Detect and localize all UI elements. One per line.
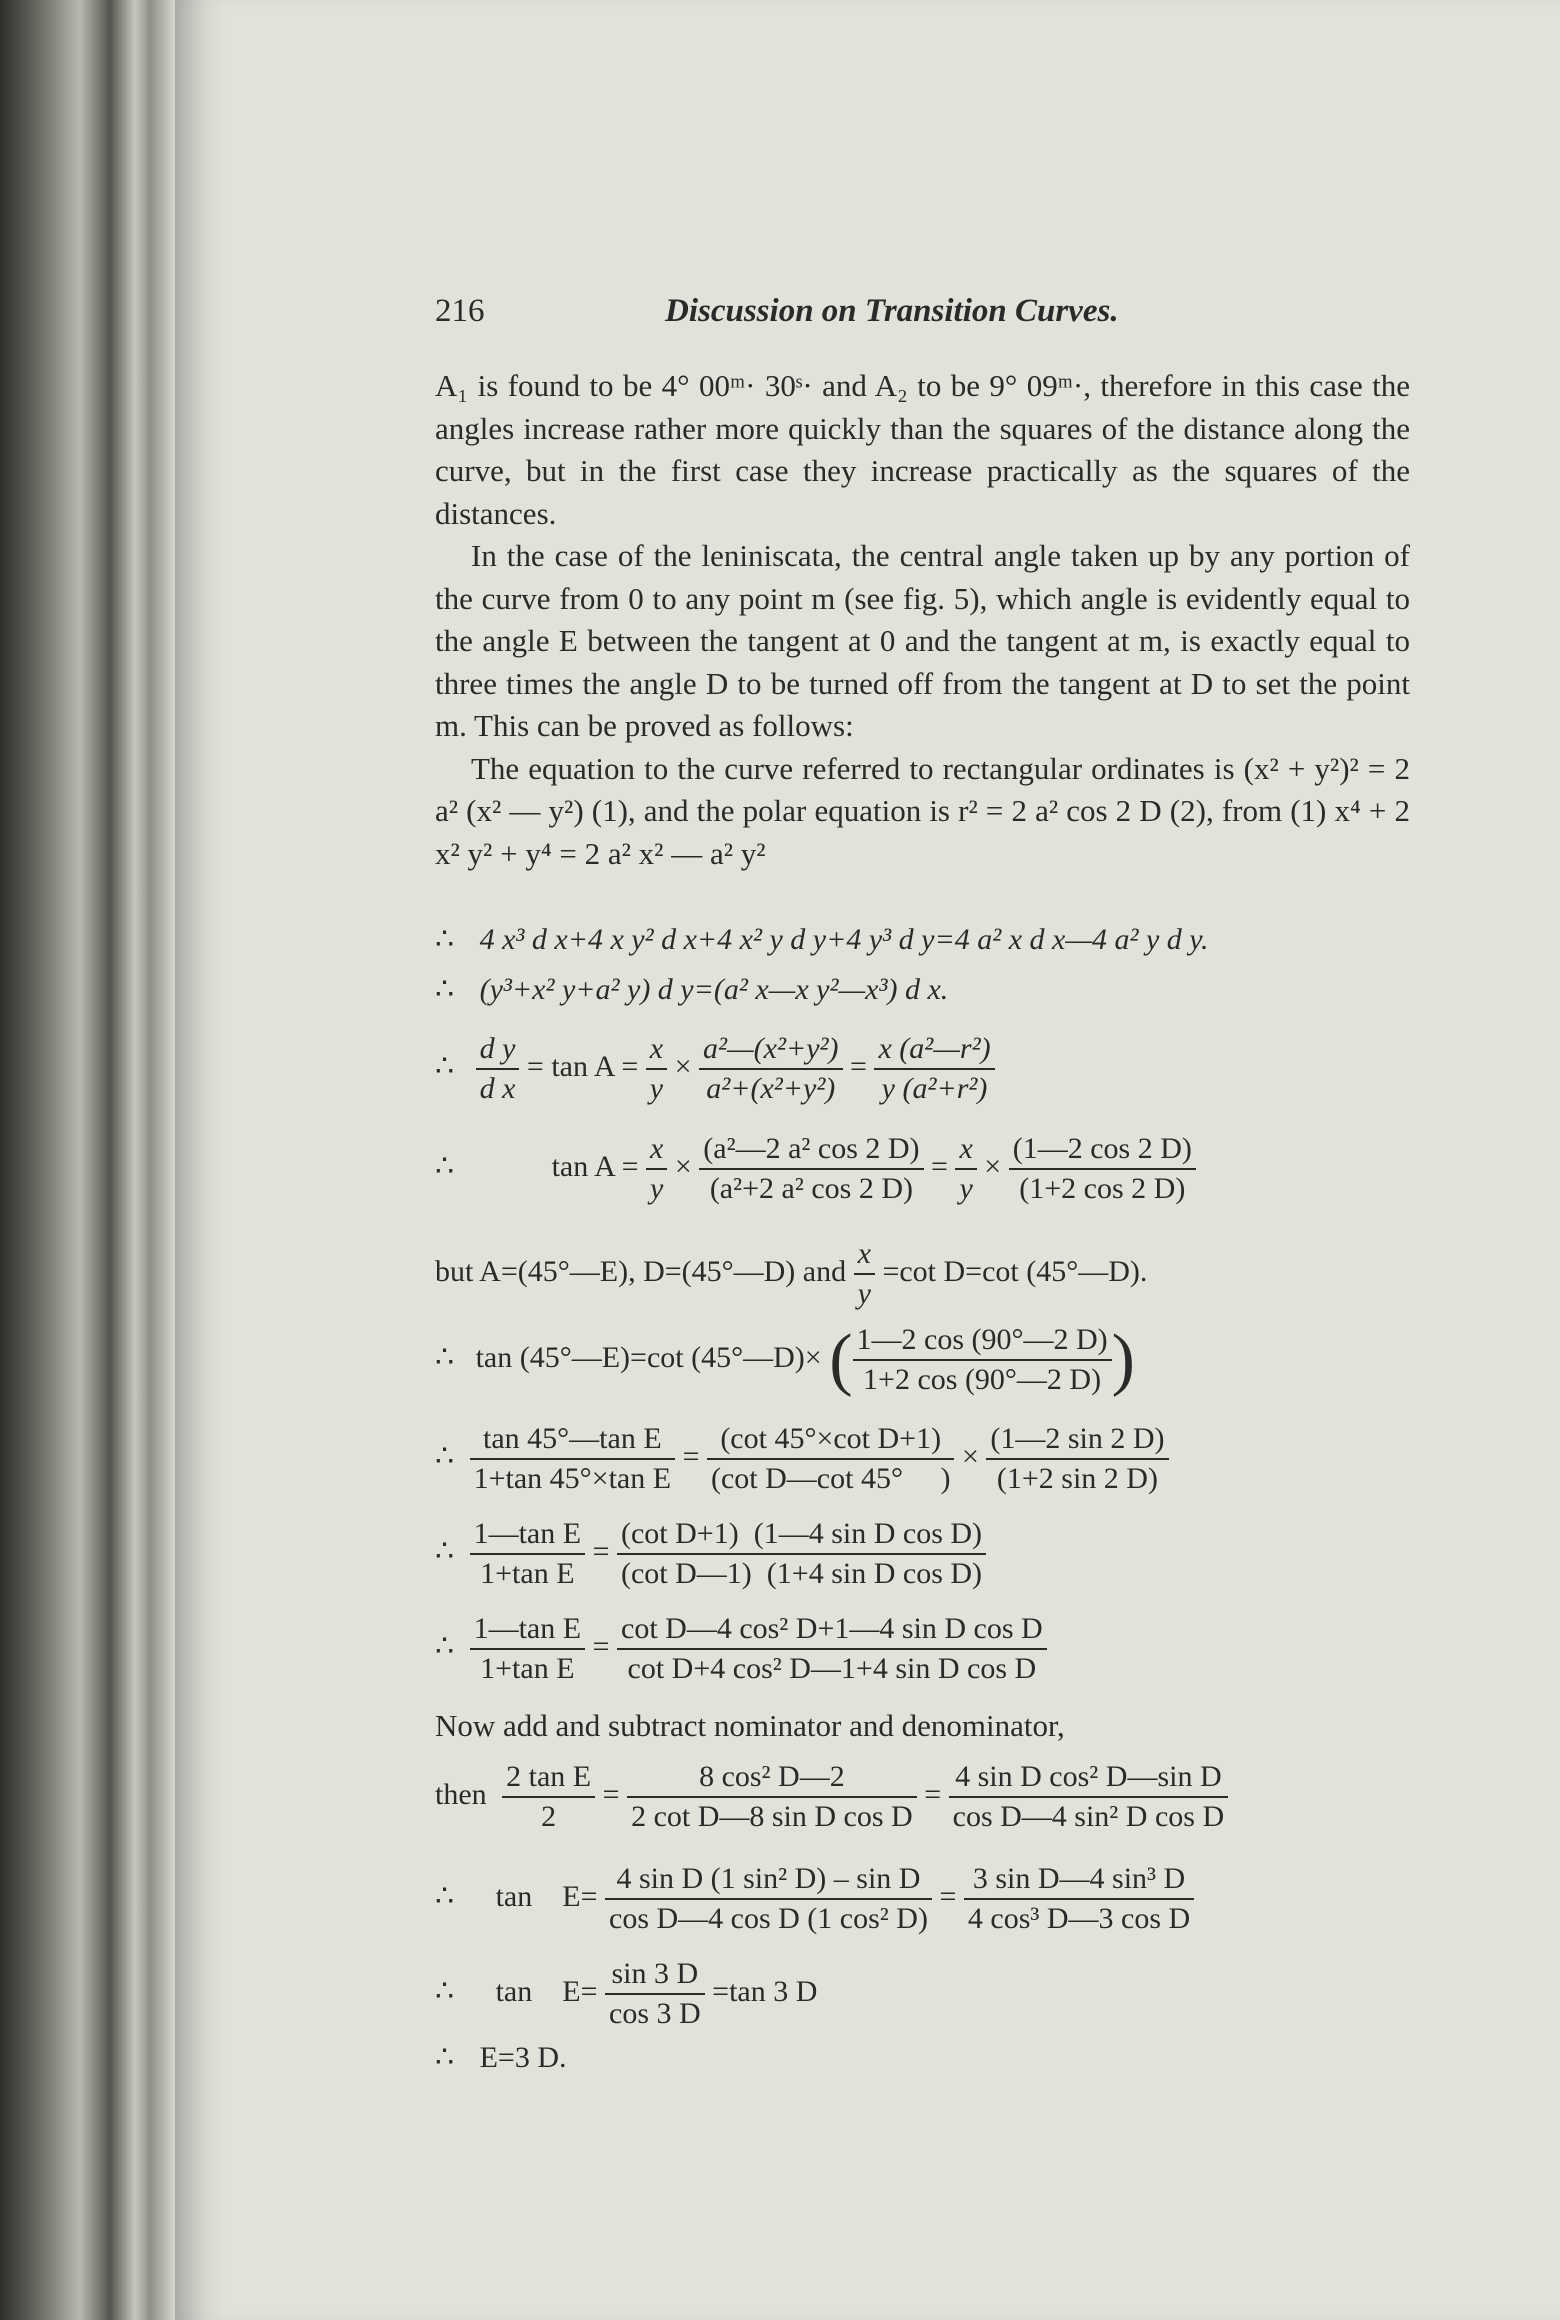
fraction-x-y: $\frac{x}{y}$	[854, 1235, 875, 1313]
right-paren: )	[1111, 1321, 1135, 1398]
fraction-3: $\frac{(1—2 \sin 2 D)}{(1+2 \sin 2 D)}$	[986, 1420, 1168, 1498]
therefore-symbol: ∴	[435, 923, 455, 956]
equation-9: ∴ $\frac{\text{1—tan E}}{\text{1+tan E}}$ = $\frac{\text{cot D—4 cos² D+1—4 sin D cos D}}{\text{cot D+4 cos² D—1+4 sin D cos D}}$	[435, 1610, 1410, 1688]
therefore-symbol: ∴	[435, 1534, 455, 1568]
fraction-1: $\frac{\text{1—tan E}}{\text{1+tan E}}$	[470, 1610, 585, 1688]
equation-11: then $\frac{\text{2 tan E}}{2}$ = $\frac{\text{8 cos² D—2}}{\text{2 cot D—8 sin D cos D}}$ = $\frac{\text{4 sin D cos² D—sin D}}{\text{cos D—4 sin² D cos D}}$	[435, 1758, 1410, 1836]
running-title: Discussion on Transition Curves.	[665, 293, 1119, 329]
therefore-symbol: ∴	[435, 1149, 455, 1183]
fraction: $\frac{1—2 \cos (90^\circ—2 D)}{1+2 \cos (90^\circ—2 D)}$	[853, 1321, 1112, 1399]
fraction-2: $\frac{\text{8 cos² D—2}}{\text{2 cot D—8 sin D cos D}}$	[627, 1758, 917, 1836]
fraction-1: $\frac{\text{2 tan E}}{2}$	[502, 1758, 595, 1836]
fraction-x-y: $\frac{x}{y}$	[646, 1030, 667, 1108]
equation-3: ∴ $\frac{\text{d y}}{\text{d x}}$ = tan A = $\frac{x}{y}$ × $\frac{\text{a²—(x²+y²)}}{\text{a²+(x²+y²)}}$ = $\frac{\text{x (a²—r²)}}{\text{y (a²+r²)}}$	[435, 1030, 1410, 1108]
therefore-symbol: ∴	[435, 1439, 455, 1473]
equation-1	[435, 922, 1410, 957]
fraction-x-y: $\frac{x}{y}$	[646, 1130, 667, 1208]
fraction-1: $\frac{\text{tan 45°—tan E}}{\text{1+tan 45°×tan E}}$	[470, 1420, 675, 1498]
equation-2	[435, 972, 1410, 1007]
fraction-2: $\frac{\text{(cot 45°×cot D+1)}}{\text{(cot D—cot 45° )}}$	[707, 1420, 954, 1498]
equation-7: ∴ $\frac{\text{tan 45°—tan E}}{\text{1+tan 45°×tan E}}$ = $\frac{\text{(cot 45°×cot D+1)}}{\text{(cot D—cot 45° )}}$ × $\frac{(1—2 \sin 2 D)}{(1+2 \sin 2 D)}$	[435, 1420, 1410, 1498]
fraction-2: $\frac{\text{3 sin D—4 sin³ D}}{\text{4 cos³ D—3 cos D}}$	[964, 1860, 1194, 1938]
equation-8: ∴ $\frac{\text{1—tan E}}{\text{1+tan E}}$ = $\frac{\text{(cot D+1) (1—4 sin D cos D)}}{\text{(cot D—1) (1+4 sin D cos D)}}$	[435, 1515, 1410, 1593]
equation-5: but A=(45°—E), D=(45°—D) and $\frac{x}{y}$ =cot D=cot (45°—D).	[435, 1235, 1410, 1313]
therefore-symbol: ∴	[435, 1049, 455, 1083]
equation-6: ∴ tan (45°—E)=cot (45°—D)× ( $\frac{1—2 \cos (90^\circ—2 D)}{1+2 \cos (90^\circ—2 D)}$ )	[435, 1321, 1135, 1398]
left-paren: (	[829, 1321, 853, 1398]
fraction-2: $\frac{\text{(cot D+1) (1—4 sin D cos D)}}{\text{(cot D—1) (1+4 sin D cos D)}}$	[617, 1515, 986, 1593]
fraction-1: $\frac{\text{1—tan E}}{\text{1+tan E}}$	[470, 1515, 585, 1593]
paragraph-3: The equation to the curve referred to rectangular ordinates is (x² + y²)² = 2 a² (x² — y²) (1), and the polar equation is r² = 2 a² cos 2 D (2), from (1) x⁴ + 2 x² y² + y⁴ = 2 a² x² — a² y²	[435, 750, 1410, 871]
paragraph-1: A₁ is found to be 4° 00ᵐ· 30ˢ· and A₂ to be 9° 09ᵐ·, therefore in this case the angles increase rather more quickly than the squares of the distance along the curve, but in the first case they increase practically as the squares of the distances.	[435, 368, 1410, 531]
page-header	[435, 293, 1410, 343]
fraction-dy-dx: $\frac{\text{d y}}{\text{d x}}$	[476, 1030, 520, 1108]
page-number: 216	[435, 293, 485, 329]
paragraph-2: In the case of the leniniscata, the central angle taken up by any portion of the curve from 0 to any point m (see fig. 5), which angle is evidently equal to the angle E between the tangent at 0 and the tangent at m, is exactly equal to three times the angle D to be turned off from the tangent at D to set the point m. This can be proved as follows:	[435, 538, 1410, 743]
fraction: $\frac{\sin 3 D}{\cos 3 D}$	[605, 1955, 705, 2033]
fraction-2: $\frac{\text{cot D—4 cos² D+1—4 sin D cos D}}{\text{cot D+4 cos² D—1+4 sin D cos D}}$	[617, 1610, 1047, 1688]
therefore-symbol: ∴	[435, 1340, 455, 1374]
fraction-2: $\frac{(1—2 \cos 2 D)}{(1+2 \cos 2 D)}$	[1009, 1130, 1196, 1208]
therefore-symbol: ∴	[435, 2041, 455, 2074]
therefore-symbol: ∴	[435, 973, 455, 1006]
therefore-symbol: ∴	[435, 1629, 455, 1663]
fraction-2: $\frac{\text{x (a²—r²)}}{\text{y (a²+r²)}}$	[874, 1030, 994, 1108]
fraction-3: $\frac{\text{4 sin D cos² D—sin D}}{\text{cos D—4 sin² D cos D}}$	[949, 1758, 1228, 1836]
fraction-1: $\frac{\text{a²—(x²+y²)}}{\text{a²+(x²+y²)}}$	[699, 1030, 843, 1108]
therefore-symbol: ∴	[435, 1974, 455, 2008]
equation-text: (y³+x² y+a² y) d y=(a² x—x y²—x³) d x.	[479, 973, 949, 1006]
fraction-x-y-2: $\frac{x}{y}$	[955, 1130, 976, 1208]
therefore-symbol: ∴	[435, 1879, 455, 1913]
equation-text: 4 x³ d x+4 x y² d x+4 x² y d y+4 y³ d y=4 a² x d x—4 a² y d y.	[479, 923, 1209, 956]
equation-4: ∴ tan A = $\frac{x}{y}$ × $\frac{\text{(a²—2 a² cos 2 D)}}{\text{(a²+2 a² cos 2 D)}}$ = $\frac{x}{y}$ × $\frac{(1—2 \cos 2 D)}{(1+2 \cos 2 D)}$	[435, 1130, 1410, 1208]
equation-10-text: Now add and subtract nominator and denominator,	[435, 1708, 1065, 1743]
fraction-1: $\frac{\text{4 sin D (1 sin² D) – sin D}}{\text{cos D—4 cos D (1 cos² D)}}$	[605, 1860, 932, 1938]
body-text	[435, 365, 1410, 875]
book-spine	[0, 0, 175, 2320]
equation-13: ∴ tan E= $\frac{\sin 3 D}{\cos 3 D}$ =tan 3 D	[435, 1955, 1410, 2033]
equation-14: ∴ E=3 D.	[435, 2041, 567, 2074]
equation-12: ∴ tan E= $\frac{\text{4 sin D (1 sin² D) – sin D}}{\text{cos D—4 cos D (1 cos² D)}}$ = $\frac{\text{3 sin D—4 sin³ D}}{\text{4 cos³ D—3 cos D}}$	[435, 1860, 1410, 1938]
fraction-1: $\frac{\text{(a²—2 a² cos 2 D)}}{\text{(a²+2 a² cos 2 D)}}$	[699, 1130, 923, 1208]
